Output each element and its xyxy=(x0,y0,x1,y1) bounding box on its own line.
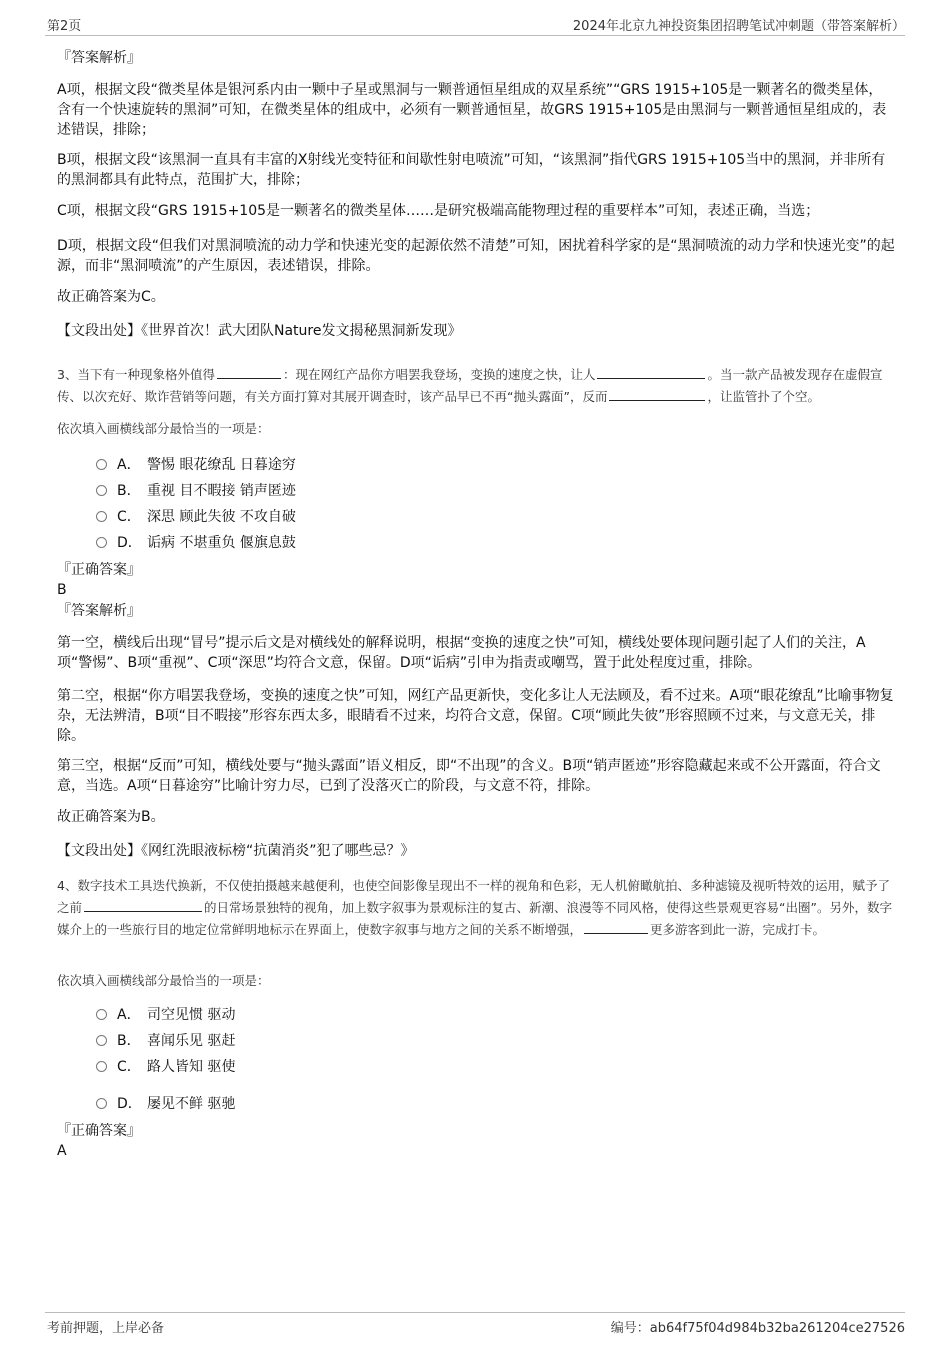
page-footer xyxy=(45,1312,905,1337)
q3-answer: B xyxy=(57,582,67,598)
q3-stem: 3、当下有一种现象格外值得 ：现在网红产品你方唱罢我登场，变换的速度之快，让人 。当一款产品被发现存在虚假宣传、以次充好、欺诈营销等问题，有关方面打算对其展开调查时，该产品早已不再“抛头露面”，反而 ，让监管扑了个空。 xyxy=(57,364,895,408)
q2-analysis-label: 『答案解析』 xyxy=(57,50,141,66)
q3-option-c[interactable]: C． 深思 顾此失彼 不攻自破 xyxy=(96,507,296,527)
radio-button[interactable] xyxy=(96,1061,107,1072)
q3-source: 【文段出处】《网红洗眼液标榜“抗菌消炎”犯了哪些忌？》 xyxy=(57,843,415,859)
document-code: 编号：ab64f75f04d984b32ba261204ce27526 xyxy=(610,1321,905,1336)
radio-button[interactable] xyxy=(96,1098,107,1109)
q2-analysis-a: A项，根据文段“微类星体是银河系内由一颗中子星或黑洞与一颗普通恒星组成的双星系统”“GRS 1915+105是一颗著名的微类星体，含有一个快速旋转的黑洞”可知，在微类星体的组成中，必须有一颗普通恒星，故GRS 1915+105是由黑洞与一颗普通恒星组成的，表述错误，排除； xyxy=(57,82,887,138)
radio-button[interactable] xyxy=(96,1009,107,1020)
radio-button[interactable] xyxy=(96,485,107,496)
q3-analysis-para-3: 第三空，根据“反而”可知，横线处要与“抛头露面”语义相反，即“不出现”的含义。B项“销声匿迹”形容隐藏起来或不公开露面，符合文意，当选。A项“日暮途穷”比喻计穷力尽，已到了没落灭亡的阶段，与文意不符，排除。 xyxy=(57,758,881,794)
document-title: 2024年北京九神投资集团招聘笔试冲刺题（带答案解析） xyxy=(572,19,905,34)
radio-button[interactable] xyxy=(96,459,107,470)
q2-analysis-d: D项，根据文段“但我们对黑洞喷流的动力学和快速光变的起源依然不清楚”可知，困扰着科学家的是“黑洞喷流的动力学和快速光变”的起源，而非“黑洞喷流”的产生原因，表述错误，排除。 xyxy=(57,238,895,274)
q3-answer-label: 『正确答案』 xyxy=(57,562,141,578)
q3-conclusion: 故正确答案为B。 xyxy=(57,809,165,825)
q4-answer-label: 『正确答案』 xyxy=(57,1123,141,1139)
q3-option-d[interactable]: D． 诟病 不堪重负 偃旗息鼓 xyxy=(96,533,296,553)
q2-analysis-c: C项，根据文段“GRS 1915+105是一颗著名的微类星体……是研究极端高能物理过程的重要样本”可知，表述正确，当选； xyxy=(57,203,820,219)
q3-option-a[interactable]: A． 警惕 眼花缭乱 日暮途穷 xyxy=(96,455,296,475)
q2-conclusion: 故正确答案为C。 xyxy=(57,289,165,305)
q3-prompt: 依次填入画横线部分最恰当的一项是： xyxy=(57,421,270,436)
page-number: 第2页 xyxy=(47,19,82,34)
radio-button[interactable] xyxy=(96,511,107,522)
q4-option-a[interactable]: A． 司空见惯 驱动 xyxy=(96,1005,235,1025)
q3-analysis-para-2: 第二空，根据“你方唱罢我登场，变换的速度之快”可知，网红产品更新快，变化多让人无法顾及，看不过来。A项“眼花缭乱”比喻事物复杂，无法辨清，B项“目不暇接”形容东西太多，眼睛看不过来，均符合文意，保留。C项“顾此失彼”形容照顾不过来，与文意无关，排除。 xyxy=(57,688,894,744)
radio-button[interactable] xyxy=(96,1035,107,1046)
q4-option-b[interactable]: B． 喜闻乐见 驱赶 xyxy=(96,1031,235,1051)
q4-blank-2 xyxy=(584,919,648,934)
q4-option-d[interactable]: D． 屡见不鲜 驱驰 xyxy=(96,1094,235,1114)
q4-stem: 4、数字技术工具迭代换新，不仅使拍摄越来越便利，也使空间影像呈现出不一样的视角和色彩，无人机俯瞰航拍、多种滤镜及视听特效的运用，赋予了之前 的日常场景独特的视角，加上数字叙事为景观标注的复古、新潮、浪漫等不同风格，使得这些景观更容易“出圈”。另外，数字媒介上的一些旅行目的地定位常鲜明地标示在界面上，使数字叙事与地方之间的关系不断增强， 更多游客到此一游，完成打卡。 xyxy=(57,878,892,937)
q3-option-b[interactable]: B． 重视 目不暇接 销声匿迹 xyxy=(96,481,296,501)
q3-analysis-para-1: 第一空，横线后出现“冒号”提示后文是对横线处的解释说明，根据“变换的速度之快”可知，横线处要体现问题引起了人们的关注，A项“警惕”、B项“重视”、C项“深思”均符合文意，保留。D项“诟病”引申为指责或嘲骂，置于此处程度过重，排除。 xyxy=(57,635,866,671)
page-header xyxy=(45,13,905,36)
q4-prompt: 依次填入画横线部分最恰当的一项是： xyxy=(57,973,270,988)
q4-blank-1 xyxy=(84,897,202,912)
q3-blank-1 xyxy=(217,364,281,379)
q3-analysis-label: 『答案解析』 xyxy=(57,603,141,619)
footer-slogan: 考前押题，上岸必备 xyxy=(47,1321,165,1336)
q2-source: 【文段出处】《世界首次！武大团队Nature发文揭秘黑洞新发现》 xyxy=(57,323,462,339)
q4-answer: A xyxy=(57,1143,67,1159)
radio-button[interactable] xyxy=(96,537,107,548)
q3-blank-2 xyxy=(597,364,705,379)
q2-analysis-b: B项，根据文段“该黑洞一直具有丰富的X射线光变特征和间歇性射电喷流”可知，“该黑洞”指代GRS 1915+105当中的黑洞，并非所有的黑洞都具有此特点，范围扩大，排除； xyxy=(57,152,886,188)
q3-blank-3 xyxy=(609,386,705,401)
q4-option-c[interactable]: C． 路人皆知 驱使 xyxy=(96,1057,235,1077)
